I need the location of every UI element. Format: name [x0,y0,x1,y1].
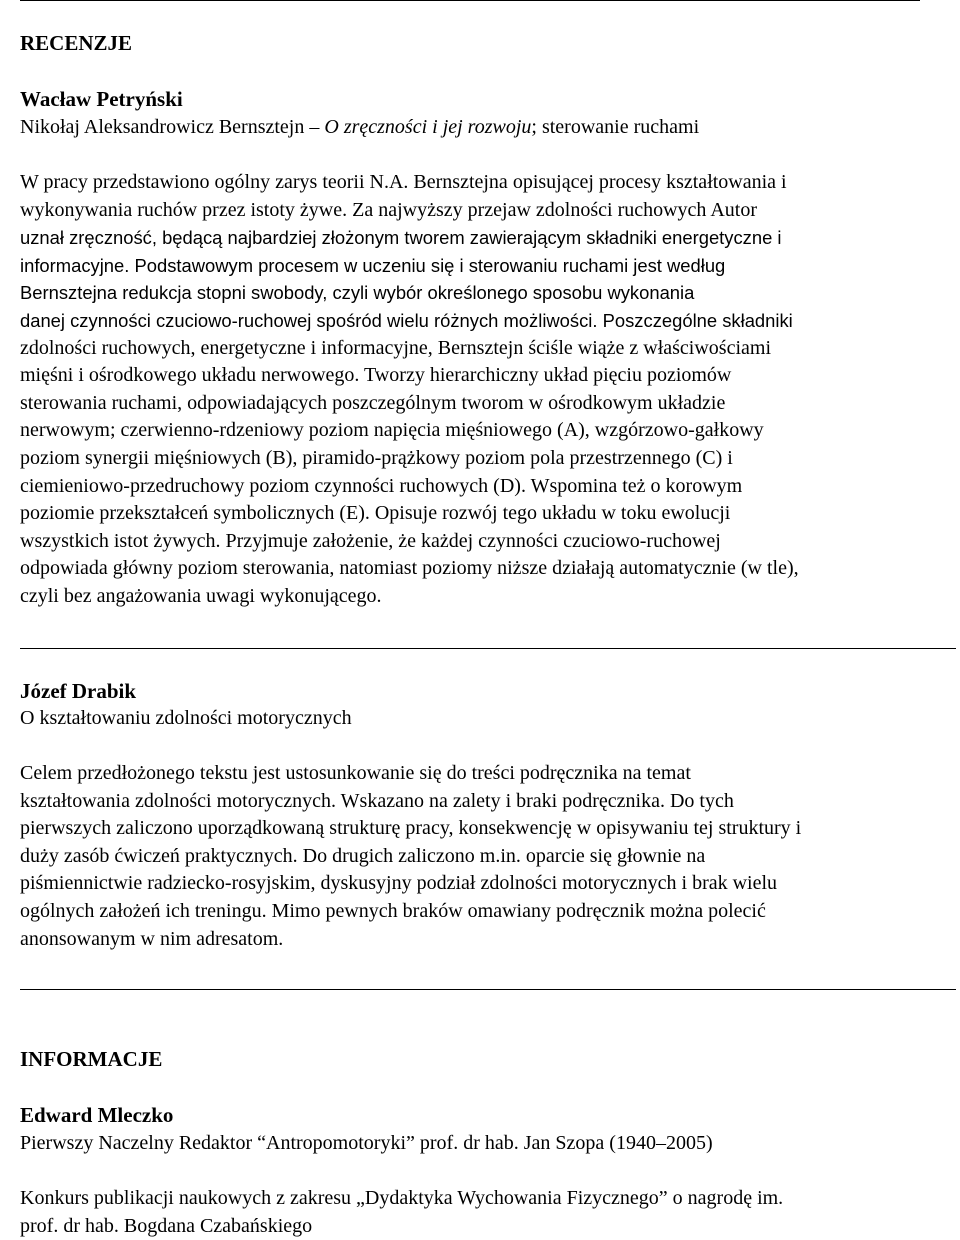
review-abstract [20,760,956,953]
abstract-line: wszystkich istot żywych. Przyjmuje założenie, że każdej czynności czuciowo-ruchowej [20,529,721,552]
abstract-line: anonsowanym w nim adresatom. [20,927,284,950]
review-author: Wacław Petryński [20,87,183,111]
abstract-line: poziom synergii mięśniowych (B), piramido-prążkowy poziom pola przestrzennego (C) i [20,446,733,469]
subject-title: O zręczności i jej rozwoju [324,116,532,138]
abstract-line: Celem przedłożonego tekstu jest ustosunkowanie się do treści podręcznika na temat [20,762,691,784]
subject-prefix: Nikołaj Aleksandrowicz Bernsztejn – [20,116,325,138]
document-page [20,0,956,1240]
info-author: Edward Mleczko [20,1103,174,1127]
abstract-line: Bernsztejna redukcja stopni swobody, czyli wybór określonego sposobu wykonania [20,282,695,304]
abstract-line: kształtowania zdolności motorycznych. Wskazano na zalety i braki podręcznika. Do tych [20,789,734,812]
abstract-line: danej czynności czuciowo-ruchowej spośród wielu różnych możliwości. Poszczególne składniki [20,309,793,331]
abstract-line: pierwszych zaliczono uporządkowaną strukturę pracy, konsekwencję w opisywaniu tej struktury i [20,817,802,840]
abstract-line: duży zasób ćwiczeń praktycznych. Do drugich zaliczono m.in. oparcie się głownie na [20,844,706,867]
section-divider [20,989,956,990]
abstract-line: nerwowym; czerwienno-rdzeniowy poziom napięcia mięśniowego (A), wzgórzowo-gałkowy [20,419,764,442]
abstract-line: czyli bez angażowania uwagi wykonującego. [20,584,382,607]
abstract-line: odpowiada główny poziom sterowania, natomiast poziomy niższe działają automatycznie (w tle), [20,557,799,580]
announcement-line: prof. dr hab. Bogdana Czabańskiego [20,1214,313,1237]
abstract-line: zdolności ruchowych, energetyczne i informacyjne, Bernsztejn ściśle wiąże z właściwościami [20,336,772,359]
abstract-line: poziomie przekształceń symbolicznych (E). Opisuje rozwój tego układu w toku ewolucji [20,502,731,525]
review-author: Józef Drabik [20,679,137,703]
abstract-line: W pracy przedstawiono ogólny zarys teorii N.A. Bernsztejna opisującej procesy kształtowania i [20,171,787,193]
announcement-line: Konkurs publikacji naukowych z zakresu „Dydaktyka Wychowania Fizycznego” o nagrodę im. [20,1187,784,1209]
info-text: Pierwszy Naczelny Redaktor “Antropomotoryki” prof. dr hab. Jan Szopa (1940–2005) [20,1132,713,1154]
abstract-line: mięśni i ośrodkowego układu nerwowego. Tworzy hierarchiczny układ pięciu poziomów [20,364,732,387]
info-announcement [20,1185,956,1240]
review-abstract [20,169,956,611]
abstract-line: uznał zręczność, będącą najbardziej złożonym tworem zawierającym składniki energetyczne i [20,227,782,249]
abstract-line: ogólnych założeń ich treningu. Mimo pewnych braków omawiany podręcznik można polecić [20,899,766,922]
abstract-line: sterowania ruchami, odpowiadających poszczególnym tworom w ośrodkowym układzie [20,391,726,414]
section-heading-recenzje: RECENZJE [20,31,133,55]
abstract-line: piśmiennictwie radziecko-rosyjskim, dyskusyjny podział zdolności motorycznych i brak wielu [20,872,778,895]
review-subject: O kształtowaniu zdolności motorycznych [20,707,352,729]
subject-suffix: ; sterowanie ruchami [531,116,700,138]
abstract-line: wykonywania ruchów przez istoty żywe. Za najwyższy przejaw zdolności ruchowych Autor [20,198,757,221]
section-heading-informacje: INFORMACJE [20,1047,163,1071]
abstract-line: ciemieniowo-przedruchowy poziom czynności ruchowych (D). Wspomina też o korowym [20,474,743,497]
abstract-line: informacyjne. Podstawowym procesem w uczeniu się i sterowaniu ruchami jest według [20,254,726,276]
review-subject [20,114,699,142]
section-divider [20,648,956,649]
